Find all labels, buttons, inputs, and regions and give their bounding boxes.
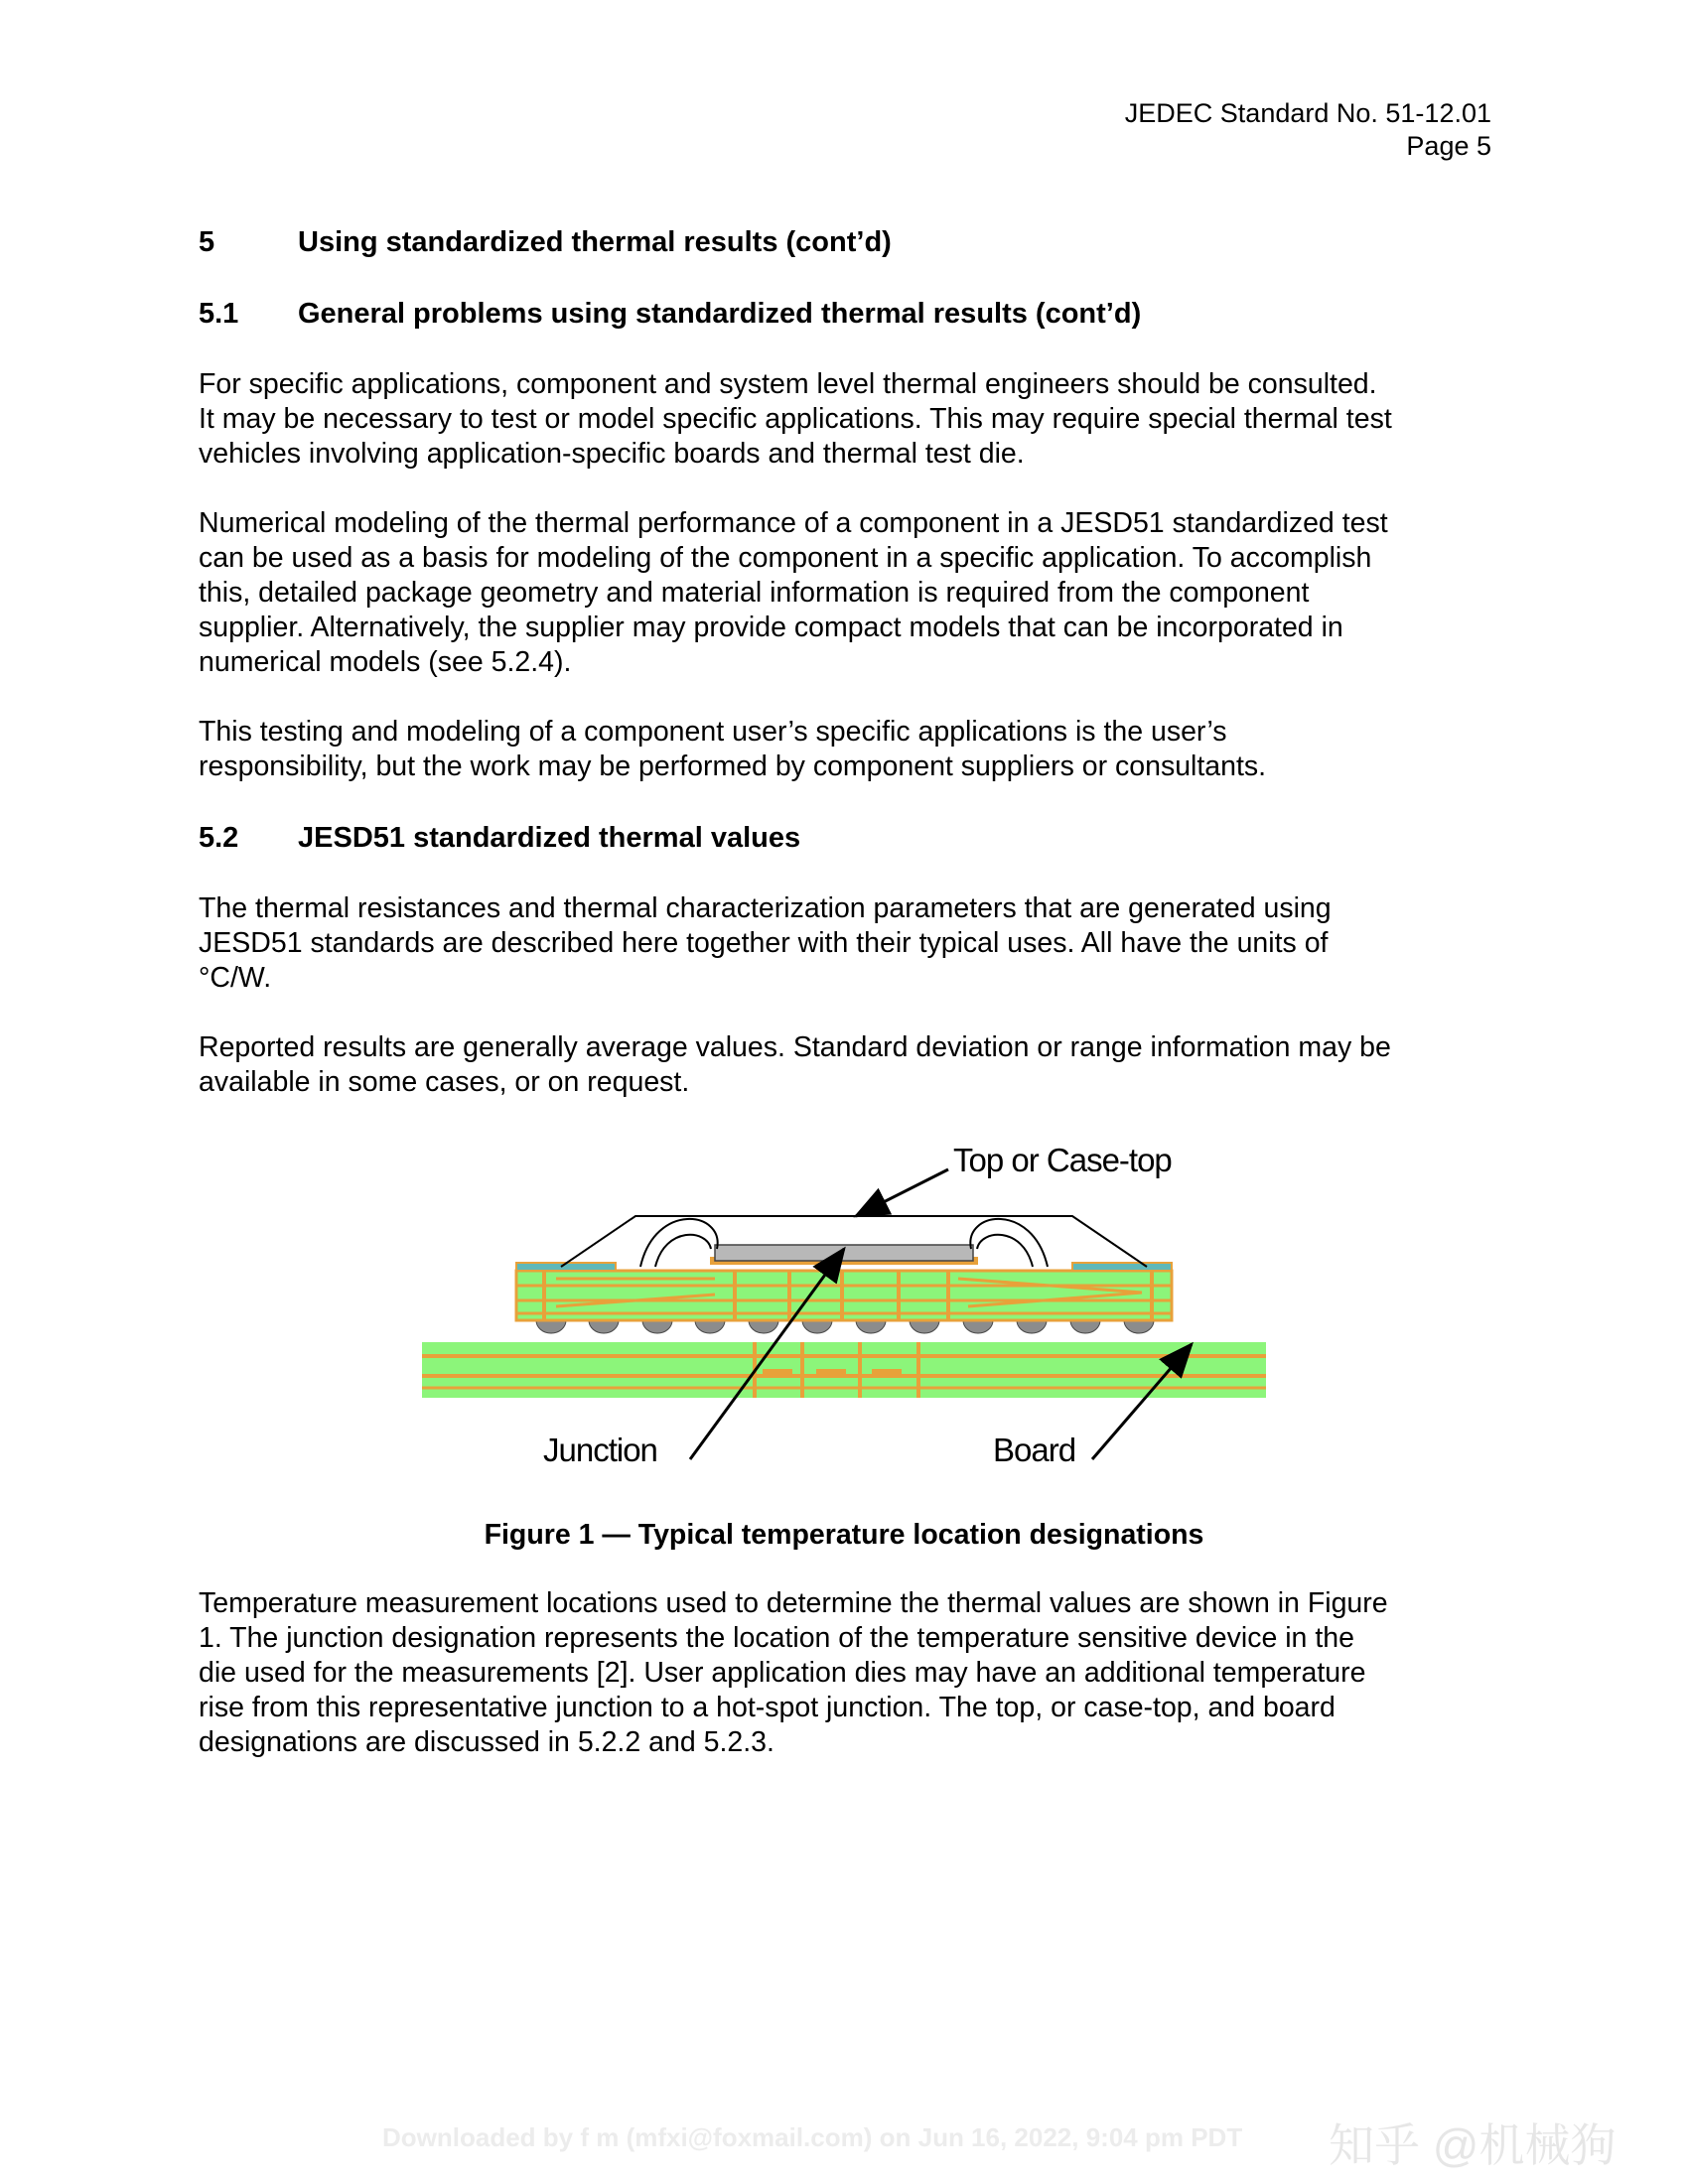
solder-balls: [536, 1320, 1154, 1333]
die: [710, 1245, 978, 1265]
text-line: die used for the measurements [2]. User application dies may have an additional temperature: [199, 1657, 1366, 1689]
text-line: vehicles involving application-specific boards and thermal test die.: [199, 438, 1025, 470]
paragraph-4: [199, 891, 1499, 996]
text-line: this, detailed package geometry and material information is required from the component: [199, 577, 1310, 609]
paragraph-3: [199, 715, 1499, 784]
bond-pad-right: [1072, 1263, 1172, 1271]
text-line: JESD51 standards are described here together with their typical uses. All have the units of: [199, 927, 1329, 959]
text-line: designations are discussed in 5.2.2 and 5.2.3.: [199, 1726, 774, 1758]
top-arrow: [856, 1169, 948, 1216]
section-title: General problems using standardized thermal results (cont’d): [298, 298, 1142, 330]
figure-caption: Figure 1 — Typical temperature location designations: [484, 1519, 1204, 1551]
text-line: supplier. Alternatively, the supplier may provide compact models that can be incorporated in: [199, 612, 1343, 643]
text-line: rise from this representative junction to a hot-spot junction. The top, or case-top, and board: [199, 1692, 1336, 1723]
label-board: Board: [993, 1432, 1076, 1468]
section-title: Using standardized thermal results (cont’d): [298, 226, 892, 258]
board: [422, 1342, 1266, 1398]
package-substrate: [516, 1271, 1172, 1320]
text-line: available in some cases, or on request.: [199, 1066, 690, 1098]
text-line: Temperature measurement locations used to determine the thermal values are shown in Figure: [199, 1587, 1388, 1619]
figure-1: [0, 1132, 1688, 1489]
text-line: responsibility, but the work may be performed by component suppliers or consultants.: [199, 751, 1267, 782]
text-line: The thermal resistances and thermal characterization parameters that are generated using: [199, 892, 1332, 924]
text-line: can be used as a basis for modeling of the component in a specific application. To accomplish: [199, 542, 1372, 574]
page-header: [1125, 97, 1491, 163]
page-number: Page 5: [1406, 131, 1491, 161]
paragraph-6: [199, 1586, 1499, 1760]
text-line: Reported results are generally average values. Standard deviation or range information may be: [199, 1031, 1391, 1063]
section-title: JESD51 standardized thermal values: [298, 822, 801, 854]
text-line: For specific applications, component and system level thermal engineers should be consulted.: [199, 368, 1377, 400]
download-watermark: Downloaded by f m (mfxi@foxmail.com) on Jun 16, 2022, 9:04 pm PDT: [382, 2122, 1243, 2152]
text-line: This testing and modeling of a component user’s specific applications is the user’s: [199, 716, 1227, 748]
text-line: numerical models (see 5.2.4).: [199, 646, 572, 678]
text-line: °C/W.: [199, 962, 272, 994]
label-junction: Junction: [543, 1432, 657, 1468]
paragraph-1: [199, 367, 1499, 472]
brand-watermark: 知乎 @机械狗: [1329, 2119, 1617, 2171]
label-top: Top or Case-top: [953, 1142, 1172, 1178]
text-line: It may be necessary to test or model specific applications. This may require special thermal test: [199, 403, 1392, 435]
section-number: 5: [199, 226, 215, 258]
text-line: Numerical modeling of the thermal performance of a component in a JESD51 standardized test: [199, 507, 1388, 539]
paragraph-2: [199, 506, 1499, 680]
paragraph-5: [199, 1030, 1499, 1100]
standard-number: JEDEC Standard No. 51-12.01: [1124, 98, 1491, 128]
package-diagram: [0, 1132, 1688, 1489]
section-number: 5.2: [199, 822, 239, 854]
section-number: 5.1: [199, 298, 239, 330]
text-line: 1. The junction designation represents the location of the temperature sensitive device in the: [199, 1622, 1354, 1654]
